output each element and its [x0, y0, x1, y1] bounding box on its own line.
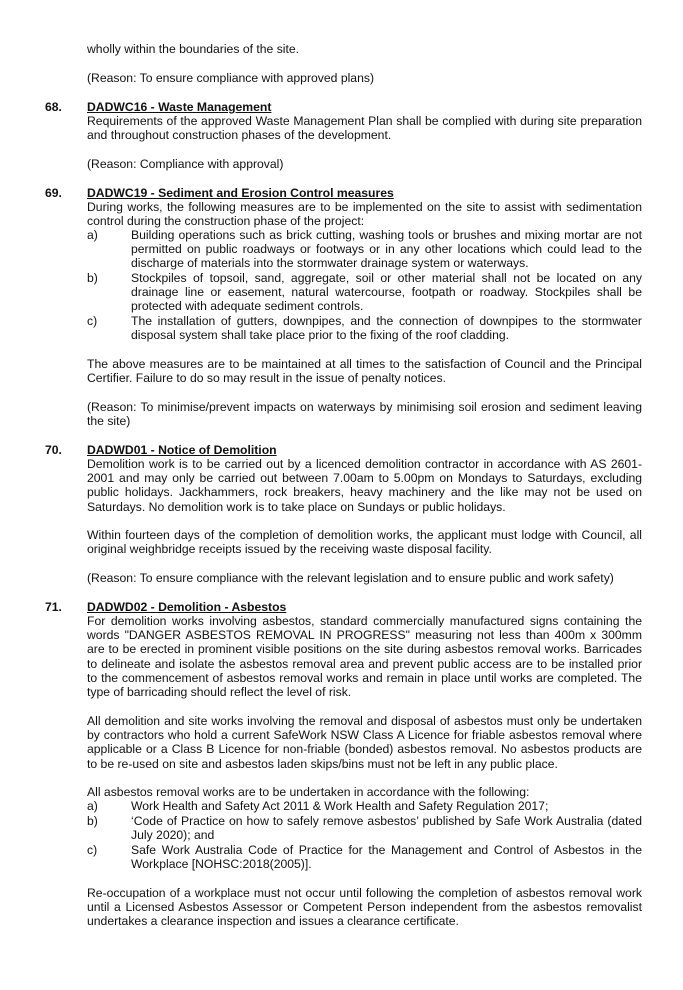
condition-68-number: 68. — [45, 100, 62, 114]
list-item-label: a) — [87, 799, 98, 813]
list-item-text: Work Health and Safety Act 2011 & Work Health and Safety Regulation 2017; — [131, 799, 549, 813]
condition-68-reason: (Reason: Compliance with approval) — [87, 157, 284, 171]
condition-71-after: Re-occupation of a workplace must not occur until following the completion of asbestos removal work until a Licensed Asbestos Assessor or Competent Person independent from the asbestos removalist undertakes a clearance inspection and issues a clearance certificate. — [87, 886, 642, 929]
condition-69-body: During works, the following measures are to be implemented on the site to assist with sedimentation control during the construction phase of the project: — [87, 200, 642, 229]
intro-line: wholly within the boundaries of the site. — [87, 42, 300, 56]
list-item-text: ‘Code of Practice on how to safely remove asbestos’ published by Safe Work Australia (dated July 2020); and — [131, 814, 642, 843]
condition-71-body-3: All asbestos removal works are to be undertaken in accordance with the following: — [87, 785, 530, 799]
list-item-text: Safe Work Australia Code of Practice for the Management and Control of Asbestos in the Workplace [NOHSC:2018(2005)]. — [131, 843, 642, 872]
intro-reason: (Reason: To ensure compliance with approved plans) — [87, 71, 375, 85]
list-item-label: c) — [87, 314, 98, 328]
condition-69-number: 69. — [45, 186, 62, 200]
condition-69-after: The above measures are to be maintained at all times to the satisfaction of Council and the Principal Certifier. Failure to do so may result in the issue of penalty notices. — [87, 357, 642, 386]
list-item-label: c) — [87, 843, 98, 857]
condition-68-title: DADWC16 - Waste Management — [87, 100, 272, 114]
condition-71-body-2: All demolition and site works involving the removal and disposal of asbestos must only be undertaken by contractors who hold a current SafeWork NSW Class A Licence for friable asbestos removal where applicable or a Class B Licence for non-friable (bonded) asbestos removal. No asbestos products are to be re-used on site and asbestos laden skips/bins must not be left in any public place. — [87, 714, 642, 771]
condition-70-title: DADWD01 - Notice of Demolition — [87, 443, 277, 457]
list-item-text: The installation of gutters, downpipes, and the connection of downpipes to the stormwater disposal system shall take place prior to the fixing of the roof cladding. — [131, 314, 642, 343]
list-item-label: b) — [87, 271, 98, 285]
condition-71-item-b — [87, 814, 642, 842]
condition-71-body: For demolition works involving asbestos, standard commercially manufactured signs containing the words "DANGER ASBESTOS REMOVAL IN PROGRESS" measuring not less than 400m x 300mm are to be erected in prominent visible positions on the site during asbestos removal works. Barricades to delineate and isolate the asbestos removal area and prevent public access are to be installed prior to the commencement of asbestos removal works and remain in place until works are completed. The type of barricading should reflect the level of risk. — [87, 614, 642, 700]
condition-71-title: DADWD02 - Demolition - Asbestos — [87, 600, 287, 614]
condition-70-body: Demolition work is to be carried out by a licenced demolition contractor in accordance with AS 2601-2001 and may only be carried out between 7.00am to 5.00pm on Mondays to Saturdays, excluding public holidays. Jackhammers, rock breakers, heavy machinery and the like may not be used on Saturdays. No demolition work is to take place on Sundays or public holidays. — [87, 457, 642, 514]
list-item-label: b) — [87, 814, 98, 828]
condition-69-item-c — [87, 314, 642, 342]
condition-69-title: DADWC19 - Sediment and Erosion Control measures — [87, 186, 394, 200]
condition-69-reason: (Reason: To minimise/prevent impacts on waterways by minimising soil erosion and sediment leaving the site) — [87, 400, 642, 429]
condition-69-item-b — [87, 271, 642, 314]
list-item-label: a) — [87, 228, 98, 242]
condition-68-body: Requirements of the approved Waste Management Plan shall be complied with during site preparation and throughout construction phases of the development. — [87, 114, 642, 143]
list-item-text: Building operations such as brick cutting, washing tools or brushes and mixing mortar are not permitted on public roadways or footways or in any other locations which could lead to the discharge of materials into the stormwater drainage system or waterways. — [131, 228, 642, 271]
condition-71-number: 71. — [45, 600, 62, 614]
condition-70-body-2: Within fourteen days of the completion of demolition works, the applicant must lodge with Council, all original weighbridge receipts issued by the receiving waste disposal facility. — [87, 528, 642, 557]
list-item-text: Stockpiles of topsoil, sand, aggregate, soil or other material shall not be located on any drainage line or easement, natural watercourse, footpath or roadway. Stockpiles shall be protected with adequate sediment controls. — [131, 271, 642, 314]
condition-70-reason: (Reason: To ensure compliance with the relevant legislation and to ensure public and work safety) — [87, 571, 614, 585]
condition-71-item-a — [87, 799, 642, 813]
condition-70-number: 70. — [45, 443, 62, 457]
condition-69-item-a — [87, 228, 642, 271]
condition-71-item-c — [87, 843, 642, 871]
